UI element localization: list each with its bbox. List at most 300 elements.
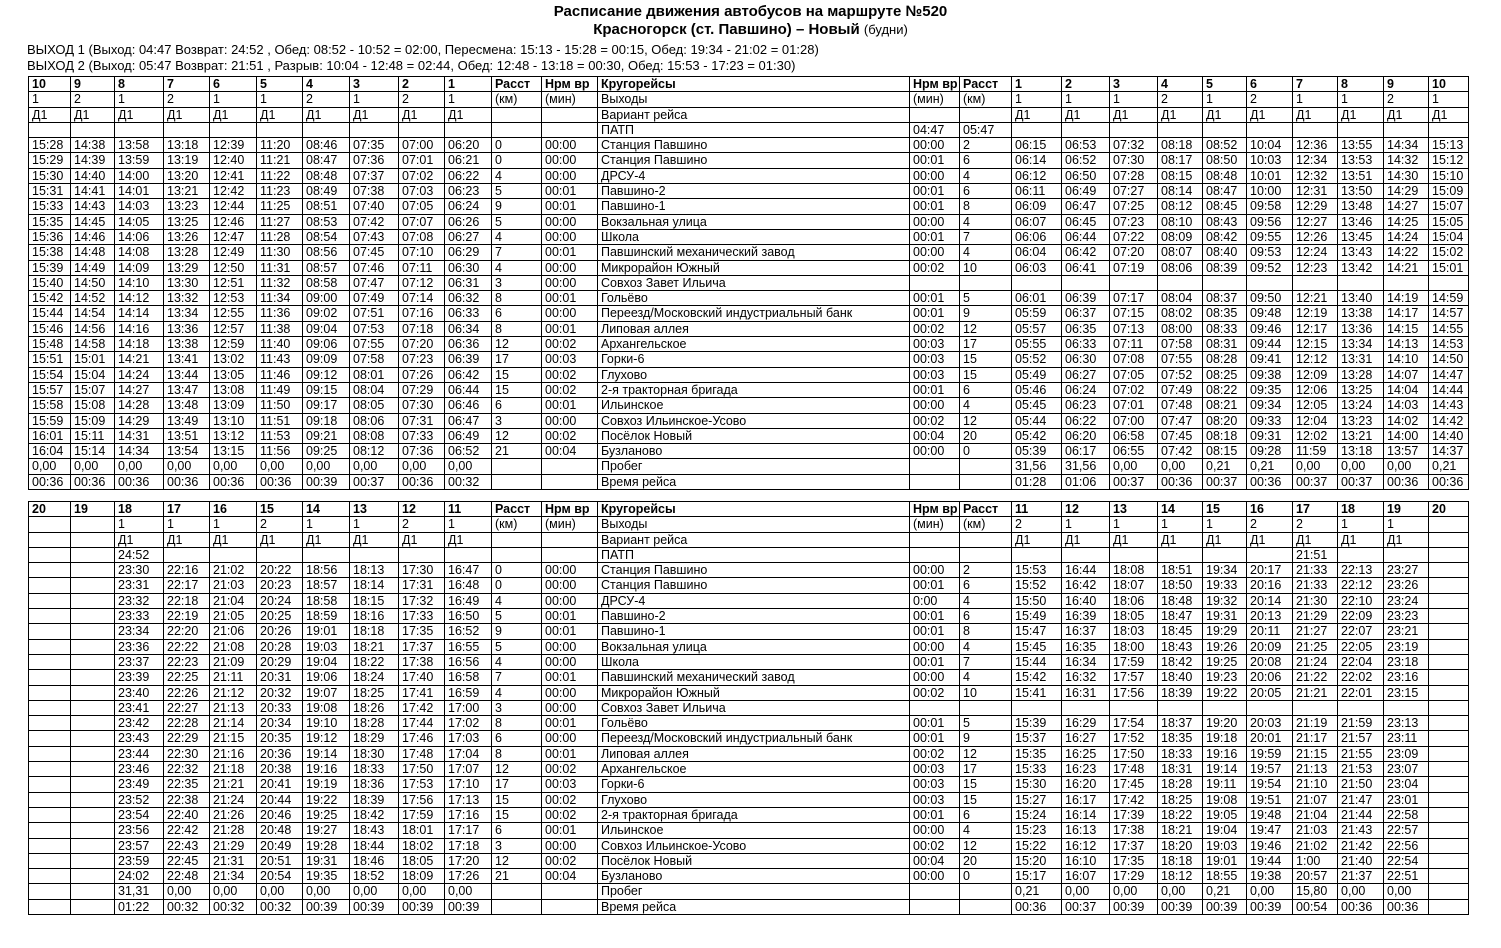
left-exit-cell: 22:23: [164, 654, 210, 669]
left-exit-cell: 22:19: [164, 609, 210, 624]
left-exit-cell: [29, 838, 71, 853]
left-exit-cell: [71, 685, 115, 700]
left-exit-cell: 07:00: [399, 138, 445, 153]
right-exit-cell: 15:41: [1012, 685, 1062, 700]
right-exit-cell: 13:18: [1338, 444, 1384, 459]
right-exit-cell: [1247, 700, 1293, 715]
right-exit-cell: 01:06: [1062, 474, 1110, 489]
right-exit-cell: 15:24: [1012, 807, 1062, 822]
table-row: [29, 578, 1469, 593]
distance-cell: [492, 122, 542, 137]
norm-time-cell: 00:02: [542, 792, 598, 807]
right-exit-cell: 08:48: [1203, 168, 1247, 183]
right-exit-cell: 19:25: [1203, 654, 1247, 669]
left-exit-cell: 11:32: [257, 275, 303, 290]
right-exit-cell: 20:57: [1293, 869, 1338, 884]
exit-1-info: ВЫХОД 1 (Выход: 04:47 Возврат: 24:52 , Обед: 08:52 - 10:52 = 02:00, Пересмена: 15:13 - 15:28 = 00:15, Обед: 19:34 - 21:02 = 01:28): [27, 42, 819, 57]
stop-name-cell: Архангельское: [598, 762, 910, 777]
right-exit-cell: 08:39: [1203, 260, 1247, 275]
right-exit-cell: 07:20: [1110, 245, 1158, 260]
table-row: [29, 306, 1469, 321]
right-exit-cell: 23:07: [1384, 762, 1429, 777]
right-exit-cell: 08:18: [1158, 138, 1203, 153]
left-exit-cell: 12:42: [210, 184, 257, 199]
table-row: [29, 291, 1469, 306]
distance-cell: 4: [492, 593, 542, 608]
norm-time-cell: 00:01: [910, 382, 960, 397]
left-exit-cell: 21:29: [210, 838, 257, 853]
header-cell: [960, 107, 1012, 122]
right-exit-cell: [1429, 899, 1469, 914]
norm-time-cell: 00:01: [542, 184, 598, 199]
header-cell: 2: [257, 517, 303, 532]
right-exit-cell: 07:48: [1158, 398, 1203, 413]
left-exit-cell: 23:30: [115, 563, 164, 578]
header-cell: 10: [29, 77, 71, 92]
left-exit-cell: 24:52: [115, 547, 164, 562]
header-cell: 17: [1293, 502, 1338, 517]
right-exit-cell: 0,00: [1110, 459, 1158, 474]
left-exit-cell: 20:31: [257, 670, 303, 685]
left-exit-cell: 16:56: [445, 654, 492, 669]
right-exit-cell: 07:15: [1110, 306, 1158, 321]
left-exit-cell: 18:33: [350, 762, 399, 777]
header-cell: Д1: [1062, 107, 1110, 122]
stop-name-cell: Совхоз Завет Ильича: [598, 700, 910, 715]
left-exit-cell: 17:35: [399, 624, 445, 639]
right-exit-cell: 20:16: [1247, 578, 1293, 593]
table-row: [29, 807, 1469, 822]
right-exit-cell: 12:31: [1293, 184, 1338, 199]
right-exit-cell: 06:33: [1062, 337, 1110, 352]
norm-time-cell: 0:00: [910, 593, 960, 608]
left-exit-cell: 24:02: [115, 869, 164, 884]
right-exit-cell: 12:05: [1293, 398, 1338, 413]
header-cell: 5: [1203, 77, 1247, 92]
left-exit-cell: 0,00: [210, 884, 257, 899]
header-cell: Д1: [1429, 107, 1469, 122]
right-exit-cell: 22:13: [1338, 563, 1384, 578]
header-cell: Д1: [164, 532, 210, 547]
left-exit-cell: 15:28: [29, 138, 71, 153]
left-exit-cell: 19:10: [303, 716, 350, 731]
norm-time-cell: [542, 474, 598, 489]
header-cell: 11: [1012, 502, 1062, 517]
right-exit-cell: [1429, 807, 1469, 822]
left-exit-cell: 00:39: [350, 899, 399, 914]
norm-time-cell: 00:02: [910, 260, 960, 275]
table-header-row: [29, 92, 1469, 107]
left-exit-cell: 13:09: [210, 398, 257, 413]
left-exit-cell: 08:51: [303, 199, 350, 214]
right-exit-cell: 21:33: [1293, 563, 1338, 578]
left-exit-cell: 07:55: [350, 337, 399, 352]
table-row: [29, 624, 1469, 639]
header-cell: 1: [445, 517, 492, 532]
left-exit-cell: 14:40: [71, 168, 115, 183]
right-exit-cell: 07:17: [1110, 291, 1158, 306]
right-exit-cell: [1384, 275, 1429, 290]
left-exit-cell: 14:09: [115, 260, 164, 275]
left-exit-cell: 00:32: [445, 474, 492, 489]
left-exit-cell: 13:58: [115, 138, 164, 153]
left-exit-cell: 18:36: [350, 777, 399, 792]
table-row: [29, 367, 1469, 382]
right-exit-cell: 13:57: [1384, 444, 1429, 459]
table-row: [29, 654, 1469, 669]
left-exit-cell: 14:46: [71, 229, 115, 244]
left-exit-cell: 09:04: [303, 321, 350, 336]
left-exit-cell: 18:14: [350, 578, 399, 593]
left-exit-cell: 20:51: [257, 853, 303, 868]
left-exit-cell: 17:44: [399, 716, 445, 731]
right-exit-cell: 14:24: [1384, 229, 1429, 244]
left-exit-cell: 13:36: [164, 321, 210, 336]
norm-time-cell: 00:02: [542, 762, 598, 777]
right-exit-cell: 08:09: [1158, 229, 1203, 244]
left-exit-cell: [71, 624, 115, 639]
right-exit-cell: 13:40: [1338, 291, 1384, 306]
left-exit-cell: 18:59: [303, 609, 350, 624]
header-cell: 2: [399, 517, 445, 532]
norm-time-cell: 00:01: [542, 609, 598, 624]
left-exit-cell: 23:56: [115, 823, 164, 838]
left-exit-cell: 15:44: [29, 306, 71, 321]
right-exit-cell: 08:37: [1203, 291, 1247, 306]
right-exit-cell: 18:00: [1110, 639, 1158, 654]
distance-cell: 9: [492, 199, 542, 214]
left-exit-cell: 14:39: [71, 153, 115, 168]
left-exit-cell: 06:22: [445, 168, 492, 183]
left-exit-cell: 17:07: [445, 762, 492, 777]
left-exit-cell: 22:20: [164, 624, 210, 639]
left-exit-cell: 06:31: [445, 275, 492, 290]
left-exit-cell: 22:48: [164, 869, 210, 884]
left-exit-cell: 07:01: [399, 153, 445, 168]
left-exit-cell: 09:06: [303, 337, 350, 352]
norm-time-cell: 00:01: [542, 398, 598, 413]
left-exit-cell: 12:40: [210, 153, 257, 168]
left-exit-cell: 07:29: [399, 382, 445, 397]
right-exit-cell: 06:04: [1012, 245, 1062, 260]
right-exit-cell: 08:18: [1203, 428, 1247, 443]
left-exit-cell: 19:04: [303, 654, 350, 669]
right-exit-cell: [1429, 700, 1469, 715]
right-exit-cell: 21:51: [1293, 547, 1338, 562]
left-exit-cell: 08:04: [350, 382, 399, 397]
right-exit-cell: 15:52: [1012, 578, 1062, 593]
left-exit-cell: 14:49: [71, 260, 115, 275]
stop-name-cell: Глухово: [598, 792, 910, 807]
left-exit-cell: 15:08: [71, 398, 115, 413]
right-exit-cell: 19:54: [1247, 777, 1293, 792]
right-exit-cell: 17:39: [1110, 807, 1158, 822]
left-exit-cell: 22:38: [164, 792, 210, 807]
right-exit-cell: 19:20: [1203, 716, 1247, 731]
left-exit-cell: 14:01: [115, 184, 164, 199]
left-exit-cell: [71, 823, 115, 838]
distance-cell: 5: [492, 184, 542, 199]
header-cell: 3: [1110, 77, 1158, 92]
right-exit-cell: 14:59: [1429, 291, 1469, 306]
table-row: [29, 138, 1469, 153]
left-exit-cell: [115, 122, 164, 137]
left-exit-cell: 21:14: [210, 716, 257, 731]
header-cell: Д1: [399, 107, 445, 122]
right-exit-cell: 15:13: [1429, 138, 1469, 153]
norm-time-cell: 00:04: [542, 444, 598, 459]
left-exit-cell: 07:14: [399, 291, 445, 306]
left-exit-cell: 17:37: [399, 639, 445, 654]
left-exit-cell: 12:39: [210, 138, 257, 153]
right-exit-cell: 15:44: [1012, 654, 1062, 669]
left-exit-cell: 18:25: [350, 685, 399, 700]
right-exit-cell: 16:44: [1062, 563, 1110, 578]
right-exit-cell: 00:39: [1247, 899, 1293, 914]
right-exit-cell: 18:03: [1110, 624, 1158, 639]
header-cell: 11: [445, 502, 492, 517]
right-exit-cell: 16:20: [1062, 777, 1110, 792]
right-exit-cell: [1062, 122, 1110, 137]
norm-time-cell: [542, 547, 598, 562]
left-exit-cell: 13:41: [164, 352, 210, 367]
norm-time-cell: 00:02: [910, 413, 960, 428]
right-exit-cell: [1338, 122, 1384, 137]
right-exit-cell: 21:10: [1293, 777, 1338, 792]
distance-cell: 6: [492, 823, 542, 838]
distance-cell: 7: [492, 670, 542, 685]
left-exit-cell: 19:07: [303, 685, 350, 700]
left-exit-cell: 07:38: [350, 184, 399, 199]
left-exit-cell: 16:48: [445, 578, 492, 593]
norm-time-cell: 00:01: [910, 624, 960, 639]
left-exit-cell: 14:12: [115, 291, 164, 306]
right-exit-cell: 00:37: [1110, 474, 1158, 489]
left-exit-cell: 22:22: [164, 639, 210, 654]
header-cell: Выходы: [598, 92, 910, 107]
left-exit-cell: [257, 547, 303, 562]
header-cell: 1: [115, 517, 164, 532]
right-exit-cell: 06:49: [1062, 184, 1110, 199]
left-exit-cell: 07:02: [399, 168, 445, 183]
right-exit-cell: 21:13: [1293, 762, 1338, 777]
header-cell: Расст: [960, 502, 1012, 517]
left-exit-cell: [29, 685, 71, 700]
right-exit-cell: 05:57: [1012, 321, 1062, 336]
header-cell: (км): [492, 517, 542, 532]
right-exit-cell: 16:34: [1062, 654, 1110, 669]
norm-time-cell: 00:02: [542, 337, 598, 352]
left-exit-cell: 11:51: [257, 413, 303, 428]
right-exit-cell: 09:55: [1247, 229, 1293, 244]
header-cell: Д1: [399, 532, 445, 547]
left-exit-cell: 08:08: [350, 428, 399, 443]
left-exit-cell: 14:45: [71, 214, 115, 229]
right-exit-cell: 0,00: [1247, 884, 1293, 899]
left-exit-cell: 07:51: [350, 306, 399, 321]
left-exit-cell: 18:26: [350, 700, 399, 715]
right-exit-cell: 06:01: [1012, 291, 1062, 306]
table-row: [29, 214, 1469, 229]
left-exit-cell: [29, 884, 71, 899]
right-exit-cell: 08:17: [1158, 153, 1203, 168]
left-exit-cell: 09:21: [303, 428, 350, 443]
right-exit-cell: 13:25: [1338, 382, 1384, 397]
distance-cell: 15: [492, 792, 542, 807]
left-exit-cell: [29, 731, 71, 746]
right-exit-cell: 20:06: [1247, 670, 1293, 685]
right-exit-cell: [1384, 700, 1429, 715]
left-exit-cell: 08:48: [303, 168, 350, 183]
right-exit-cell: 20:17: [1247, 563, 1293, 578]
norm-time-cell: 00:00: [910, 398, 960, 413]
right-exit-cell: 0,21: [1429, 459, 1469, 474]
norm-time-cell: 00:02: [910, 685, 960, 700]
left-exit-cell: [29, 639, 71, 654]
header-cell: (мин): [910, 92, 960, 107]
left-exit-cell: 00:36: [210, 474, 257, 489]
left-exit-cell: 17:04: [445, 746, 492, 761]
norm-time-cell: 00:04: [910, 853, 960, 868]
left-exit-cell: 14:28: [115, 398, 164, 413]
left-exit-cell: 13:15: [210, 444, 257, 459]
right-exit-cell: 14:17: [1384, 306, 1429, 321]
right-exit-cell: 05:49: [1012, 367, 1062, 382]
header-cell: Д1: [445, 107, 492, 122]
header-cell: Д1: [445, 532, 492, 547]
norm-time-cell: 00:03: [910, 337, 960, 352]
left-exit-cell: 21:26: [210, 807, 257, 822]
left-exit-cell: [399, 122, 445, 137]
right-exit-cell: 09:52: [1247, 260, 1293, 275]
table-header-row: [29, 502, 1469, 517]
left-exit-cell: 14:31: [115, 428, 164, 443]
header-cell: 1: [350, 92, 399, 107]
right-exit-cell: 16:07: [1062, 869, 1110, 884]
left-exit-cell: [29, 654, 71, 669]
stop-name-cell: Павшино-2: [598, 184, 910, 199]
norm-time-cell: 00:00: [542, 731, 598, 746]
stop-name-cell: Гольёво: [598, 291, 910, 306]
right-exit-cell: 20:03: [1247, 716, 1293, 731]
distance-cell: 4: [960, 670, 1012, 685]
left-exit-cell: 00:36: [29, 474, 71, 489]
day-type-note: (будни): [863, 22, 908, 37]
table-row: [29, 275, 1469, 290]
left-exit-cell: 17:53: [399, 777, 445, 792]
distance-cell: 15: [492, 367, 542, 382]
left-exit-cell: [29, 899, 71, 914]
left-exit-cell: 17:40: [399, 670, 445, 685]
right-exit-cell: [1203, 122, 1247, 137]
right-exit-cell: 17:35: [1110, 853, 1158, 868]
right-exit-cell: 16:32: [1062, 670, 1110, 685]
table-row: [29, 563, 1469, 578]
header-cell: Д1: [29, 107, 71, 122]
right-exit-cell: 06:42: [1062, 245, 1110, 260]
left-exit-cell: 18:43: [350, 823, 399, 838]
header-cell: Д1: [164, 107, 210, 122]
distance-cell: [492, 474, 542, 489]
table-row: [29, 229, 1469, 244]
stop-name-cell: ПАТП: [598, 122, 910, 137]
table-row: [29, 823, 1469, 838]
right-exit-cell: 12:06: [1293, 382, 1338, 397]
left-exit-cell: 18:56: [303, 563, 350, 578]
right-exit-cell: 12:19: [1293, 306, 1338, 321]
right-exit-cell: 09:31: [1247, 428, 1293, 443]
left-exit-cell: 15:48: [29, 337, 71, 352]
header-cell: Д1: [1293, 107, 1338, 122]
distance-cell: 6: [960, 578, 1012, 593]
right-exit-cell: 08:14: [1158, 184, 1203, 199]
right-exit-cell: 13:50: [1338, 184, 1384, 199]
right-exit-cell: 01:28: [1012, 474, 1062, 489]
right-exit-cell: 21:29: [1293, 609, 1338, 624]
schedule-table-exits-11-20: [28, 501, 1469, 915]
right-exit-cell: 21:24: [1293, 654, 1338, 669]
left-exit-cell: 15:11: [71, 428, 115, 443]
right-exit-cell: 21:30: [1293, 593, 1338, 608]
left-exit-cell: 16:58: [445, 670, 492, 685]
left-exit-cell: 18:58: [303, 593, 350, 608]
header-cell: 1: [1012, 77, 1062, 92]
right-exit-cell: 20:11: [1247, 624, 1293, 639]
right-exit-cell: 16:42: [1062, 578, 1110, 593]
left-exit-cell: 08:54: [303, 229, 350, 244]
header-cell: Д1: [1247, 107, 1293, 122]
left-exit-cell: 06:27: [445, 229, 492, 244]
right-exit-cell: 14:19: [1384, 291, 1429, 306]
left-exit-cell: 22:43: [164, 838, 210, 853]
norm-time-cell: 00:01: [542, 199, 598, 214]
right-exit-cell: 12:27: [1293, 214, 1338, 229]
distance-cell: 12: [960, 413, 1012, 428]
left-exit-cell: 07:03: [399, 184, 445, 199]
header-cell: (км): [960, 517, 1012, 532]
right-exit-cell: 05:45: [1012, 398, 1062, 413]
header-cell: 1: [1012, 92, 1062, 107]
right-exit-cell: 18:48: [1158, 593, 1203, 608]
left-exit-cell: 20:34: [257, 716, 303, 731]
header-cell: Выходы: [598, 517, 910, 532]
right-exit-cell: 14:44: [1429, 382, 1469, 397]
left-exit-cell: 14:05: [115, 214, 164, 229]
norm-time-cell: 00:00: [910, 670, 960, 685]
stop-name-cell: Посёлок Новый: [598, 853, 910, 868]
right-exit-cell: [1429, 593, 1469, 608]
right-exit-cell: [1338, 275, 1384, 290]
right-exit-cell: 21:25: [1293, 639, 1338, 654]
right-exit-cell: 14:55: [1429, 321, 1469, 336]
table-row: [29, 639, 1469, 654]
norm-time-cell: 00:02: [910, 746, 960, 761]
stop-name-cell: Ильинское: [598, 398, 910, 413]
right-exit-cell: [1110, 547, 1158, 562]
left-exit-cell: 22:18: [164, 593, 210, 608]
right-exit-cell: 19:34: [1203, 563, 1247, 578]
left-exit-cell: 18:21: [350, 639, 399, 654]
left-exit-cell: 16:59: [445, 685, 492, 700]
right-exit-cell: [1293, 275, 1338, 290]
right-exit-cell: 05:46: [1012, 382, 1062, 397]
header-cell: 5: [257, 77, 303, 92]
right-exit-cell: 15:33: [1012, 762, 1062, 777]
right-exit-cell: [1158, 275, 1203, 290]
header-cell: [960, 532, 1012, 547]
right-exit-cell: 19:16: [1203, 746, 1247, 761]
left-exit-cell: 17:17: [445, 823, 492, 838]
